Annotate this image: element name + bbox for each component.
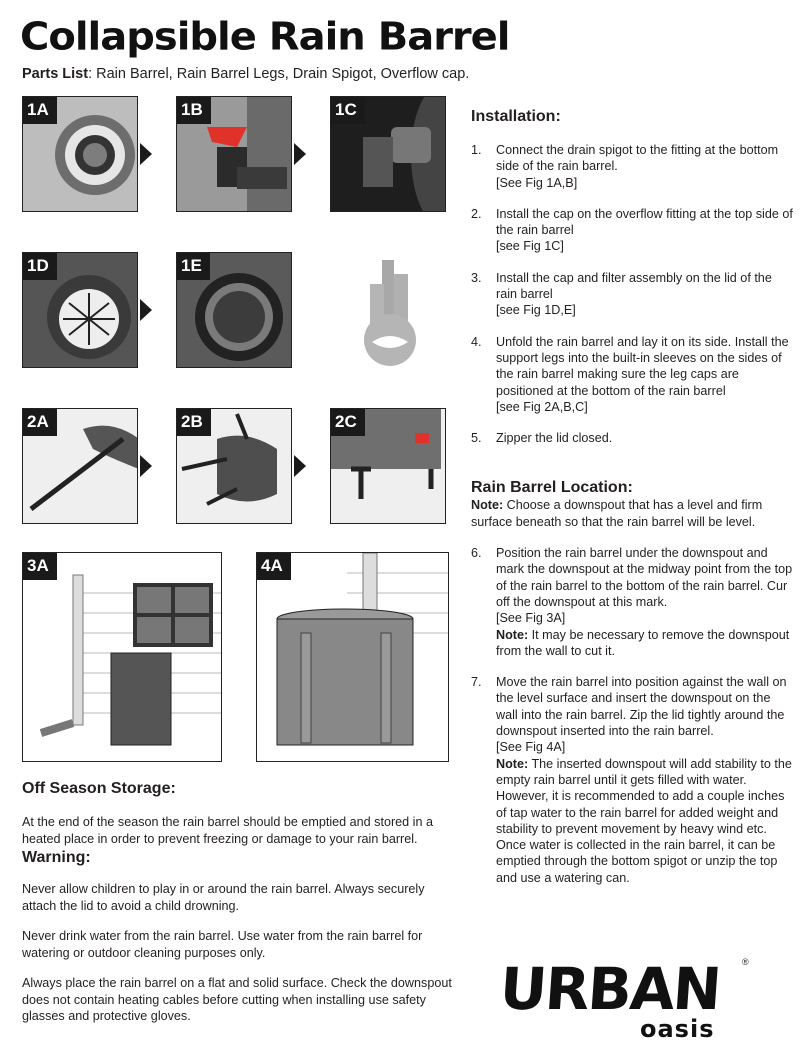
figure-label: 1E — [177, 253, 210, 280]
installation-step: 5. Zipper the lid closed. — [471, 431, 613, 446]
figure-2c — [330, 408, 446, 524]
location-heading: Rain Barrel Location: — [471, 479, 633, 497]
downspout-cut-illustration — [23, 553, 222, 762]
warning-heading: Warning: — [22, 849, 91, 866]
installation-step: 2. Install the cap on the overflow fitting at the top side of the rain barrel [see Fig 1C] — [471, 206, 793, 254]
figure-2b — [176, 408, 292, 524]
figure-label: 2B — [177, 409, 211, 436]
logo-urban: URBAN — [497, 955, 722, 1023]
arrow-icon — [140, 143, 152, 165]
figure-1c — [330, 96, 446, 212]
logo-oasis: oasis — [640, 1015, 715, 1043]
city-water-icon — [362, 250, 422, 370]
location-step: 6. Position the rain barrel under the downspout and mark the downspout at the midway point from the top of the rain barrel to the bottom of the rain barrel. Cur off the downspout at this mark. [See Fig 3A] Note: It may be necessary to remove the downspout from the wall to cut it. — [471, 546, 793, 658]
figure-1e — [176, 252, 292, 368]
figure-1b — [176, 96, 292, 212]
arrow-icon — [140, 455, 152, 477]
parts-list — [22, 66, 469, 82]
installation-heading: Installation: — [471, 108, 561, 125]
page-title: Collapsible Rain Barrel — [20, 15, 510, 59]
figure-label: 1B — [177, 97, 211, 124]
storage-text: At the end of the season the rain barrel should be emptied and stored in a heated place in order to prevent freezing or damage to your rain barrel. — [22, 815, 433, 846]
installation-section — [471, 108, 793, 886]
figure-2a — [22, 408, 138, 524]
installation-step: 3. Install the cap and filter assembly on the lid of the rain barrel [see Fig 1D,E] — [471, 270, 772, 318]
figure-label: 1D — [23, 253, 57, 280]
storage-warning-section — [22, 780, 452, 1025]
arrow-icon — [294, 143, 306, 165]
warning-text: Never drink water from the rain barrel. Use water from the rain barrel for watering or outdoor cleaning purposes only. — [22, 929, 423, 960]
storage-heading: Off Season Storage: — [22, 780, 176, 797]
location-step: 7. Move the rain barrel into position against the wall on the level surface and insert the downspout on the wall into the rain barrel. Zip the lid tightly around the downspout inserted into the rain barrel. [See Fig 4A] Note: The inserted downspout will add stability to the empty rain barrel until it gets filled with water. However, it is recommended to add a couple inches of tap water to the rain barrel for added weight and stability to prevent movement by heavy wind etc. Once water is collected in the rain barrel, it can be emptied through the bottom spigot or unzip the top and use a watering can. — [471, 675, 792, 885]
arrow-icon — [140, 299, 152, 321]
figure-3a — [22, 552, 222, 762]
arrow-icon — [294, 455, 306, 477]
parts-list-text: : Rain Barrel, Rain Barrel Legs, Drain Spigot, Overflow cap. — [88, 66, 470, 82]
figure-4a — [256, 552, 449, 762]
parts-list-label: Parts List — [22, 66, 89, 82]
warning-text: Never allow children to play in or around the rain barrel. Always securely attach the lid to avoid a child drowning. — [22, 882, 425, 913]
figure-label: 2A — [23, 409, 57, 436]
barrel-installed-illustration — [257, 553, 449, 762]
figure-label: 3A — [23, 553, 57, 580]
figure-1d — [22, 252, 138, 368]
installation-step: 1. Connect the drain spigot to the fitting at the bottom side of the rain barrel. [See Fig 1A,B] — [471, 143, 779, 190]
figure-1a — [22, 96, 138, 212]
installation-step: 4. Unfold the rain barrel and lay it on its side. Install the support legs into the built-in sleeves on the sides of the rain barrel making sure the leg caps are positioned at the bottom of the rain barrel [see Fig 2A,B,C] — [471, 334, 789, 414]
warning-text: Always place the rain barrel on a flat and solid surface. Check the downspout does not contain heating cables before cutting when installing use safety glasses and protective gloves. — [22, 976, 452, 1023]
urban-oasis-logo — [497, 955, 760, 1045]
figure-label: 1A — [23, 97, 57, 124]
location-note: Note: Choose a downspout that has a level and firm surface beneath so that the rain barrel will be level. — [471, 498, 763, 529]
figure-label: 4A — [257, 553, 291, 580]
logo-registered: ® — [742, 957, 749, 967]
figure-label: 1C — [331, 97, 365, 124]
figure-label: 2C — [331, 409, 365, 436]
